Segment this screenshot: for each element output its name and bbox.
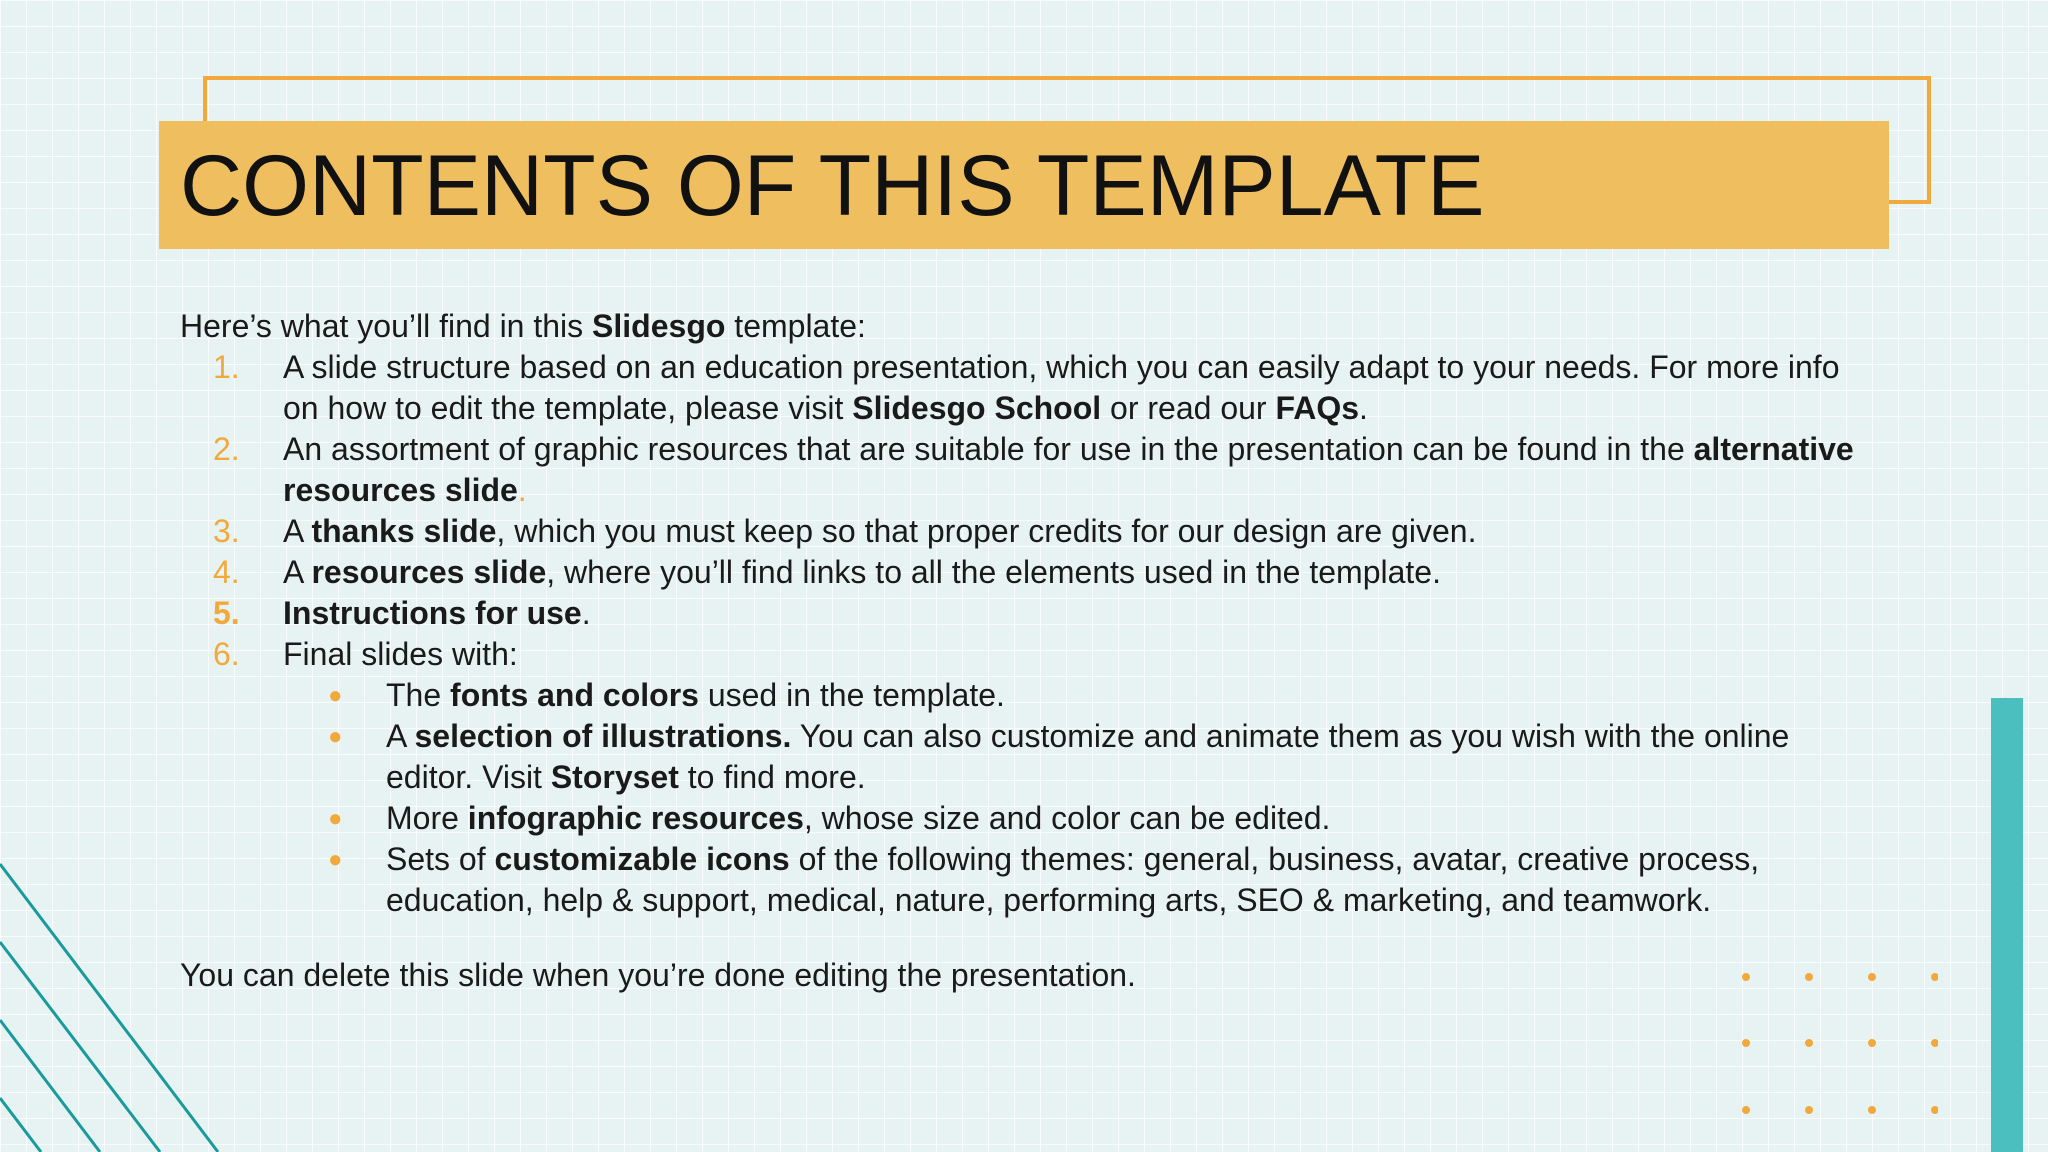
item-bold: thanks slide xyxy=(311,513,497,549)
item-bold: infographic resources xyxy=(467,800,804,836)
list-number: 4. xyxy=(213,554,240,590)
item-text: Final slides with: xyxy=(283,636,518,672)
item-text: or read our xyxy=(1101,390,1276,426)
item-bold: resources slide xyxy=(311,554,547,590)
item-bold: Slidesgo School xyxy=(852,390,1102,426)
item-text: You can also customize and animate them as you wish with the online editor. Visit xyxy=(386,718,1790,795)
item-bold: FAQs xyxy=(1275,390,1360,426)
slide-body xyxy=(180,306,1880,996)
item-text: Sets of xyxy=(386,841,495,877)
item-text: A xyxy=(283,513,312,549)
list-number: 2. xyxy=(213,431,240,467)
bullet-icon: ● xyxy=(328,723,343,750)
item-text: . xyxy=(517,472,527,508)
list-item xyxy=(180,429,1880,511)
item-text: The xyxy=(386,677,451,713)
item-bold: alternative resources slide xyxy=(283,431,1854,508)
bullet-icon: ● xyxy=(328,846,343,873)
item-bold: selection of illustrations. xyxy=(414,718,792,754)
sub-list-item xyxy=(328,798,1880,839)
bullet-icon: ● xyxy=(328,682,343,709)
bullet-icon: ● xyxy=(328,805,343,832)
item-text: , where you’ll find links to all the elements used in the template. xyxy=(546,554,1441,590)
item-text: A slide structure based on an education presentation, which you can easily adapt to your needs. For more info on how to edit the template, please visit xyxy=(283,349,1840,426)
sub-list-item xyxy=(328,839,1880,921)
item-text: . xyxy=(581,595,591,631)
item-text: to find more. xyxy=(678,759,866,795)
contents-list xyxy=(180,347,1880,921)
item-text: used in the template. xyxy=(698,677,1005,713)
list-item xyxy=(180,552,1880,593)
item-bold: customizable icons xyxy=(494,841,790,877)
intro-line xyxy=(180,306,1880,347)
diagonal-lines-icon xyxy=(0,850,260,1152)
item-text: An assortment of graphic resources that are suitable for use in the presentation can be found in the xyxy=(283,431,1694,467)
item-text: A xyxy=(283,554,312,590)
slide-title: CONTENTS OF THIS TEMPLATE xyxy=(180,138,1485,234)
item-bold: Instructions for use xyxy=(283,595,582,631)
sub-list-item xyxy=(328,716,1880,798)
item-text: , whose size and color can be edited. xyxy=(803,800,1331,836)
intro-text-end: template: xyxy=(725,308,866,344)
item-bold: fonts and colors xyxy=(450,677,699,713)
item-bold: Storyset xyxy=(550,759,679,795)
intro-bold: Slidesgo xyxy=(592,308,726,344)
list-number: 1. xyxy=(213,349,240,385)
item-text: of the following themes: general, business, avatar, creative process, education, help & support, medical, nature, performing arts, SEO & marketing, and teamwork. xyxy=(386,841,1760,918)
list-number: 6. xyxy=(213,636,240,672)
list-number: 3. xyxy=(213,513,240,549)
item-text: , which you must keep so that proper credits for our design are given. xyxy=(496,513,1477,549)
dot-grid-icon xyxy=(1738,969,1938,1119)
list-item xyxy=(180,593,1880,634)
list-item xyxy=(180,511,1880,552)
item-text: . xyxy=(1359,390,1368,426)
item-text: A xyxy=(386,718,415,754)
list-item xyxy=(180,634,1880,921)
closing-note: You can delete this slide when you’re done editing the presentation. xyxy=(180,957,1136,993)
list-item xyxy=(180,347,1880,429)
teal-accent-bar xyxy=(1991,698,2023,1152)
intro-text: Here’s what you’ll find in this xyxy=(180,308,593,344)
item-text: More xyxy=(386,800,468,836)
sub-list xyxy=(283,675,1880,921)
list-number: 5. xyxy=(213,595,240,631)
sub-list-item xyxy=(328,675,1880,716)
